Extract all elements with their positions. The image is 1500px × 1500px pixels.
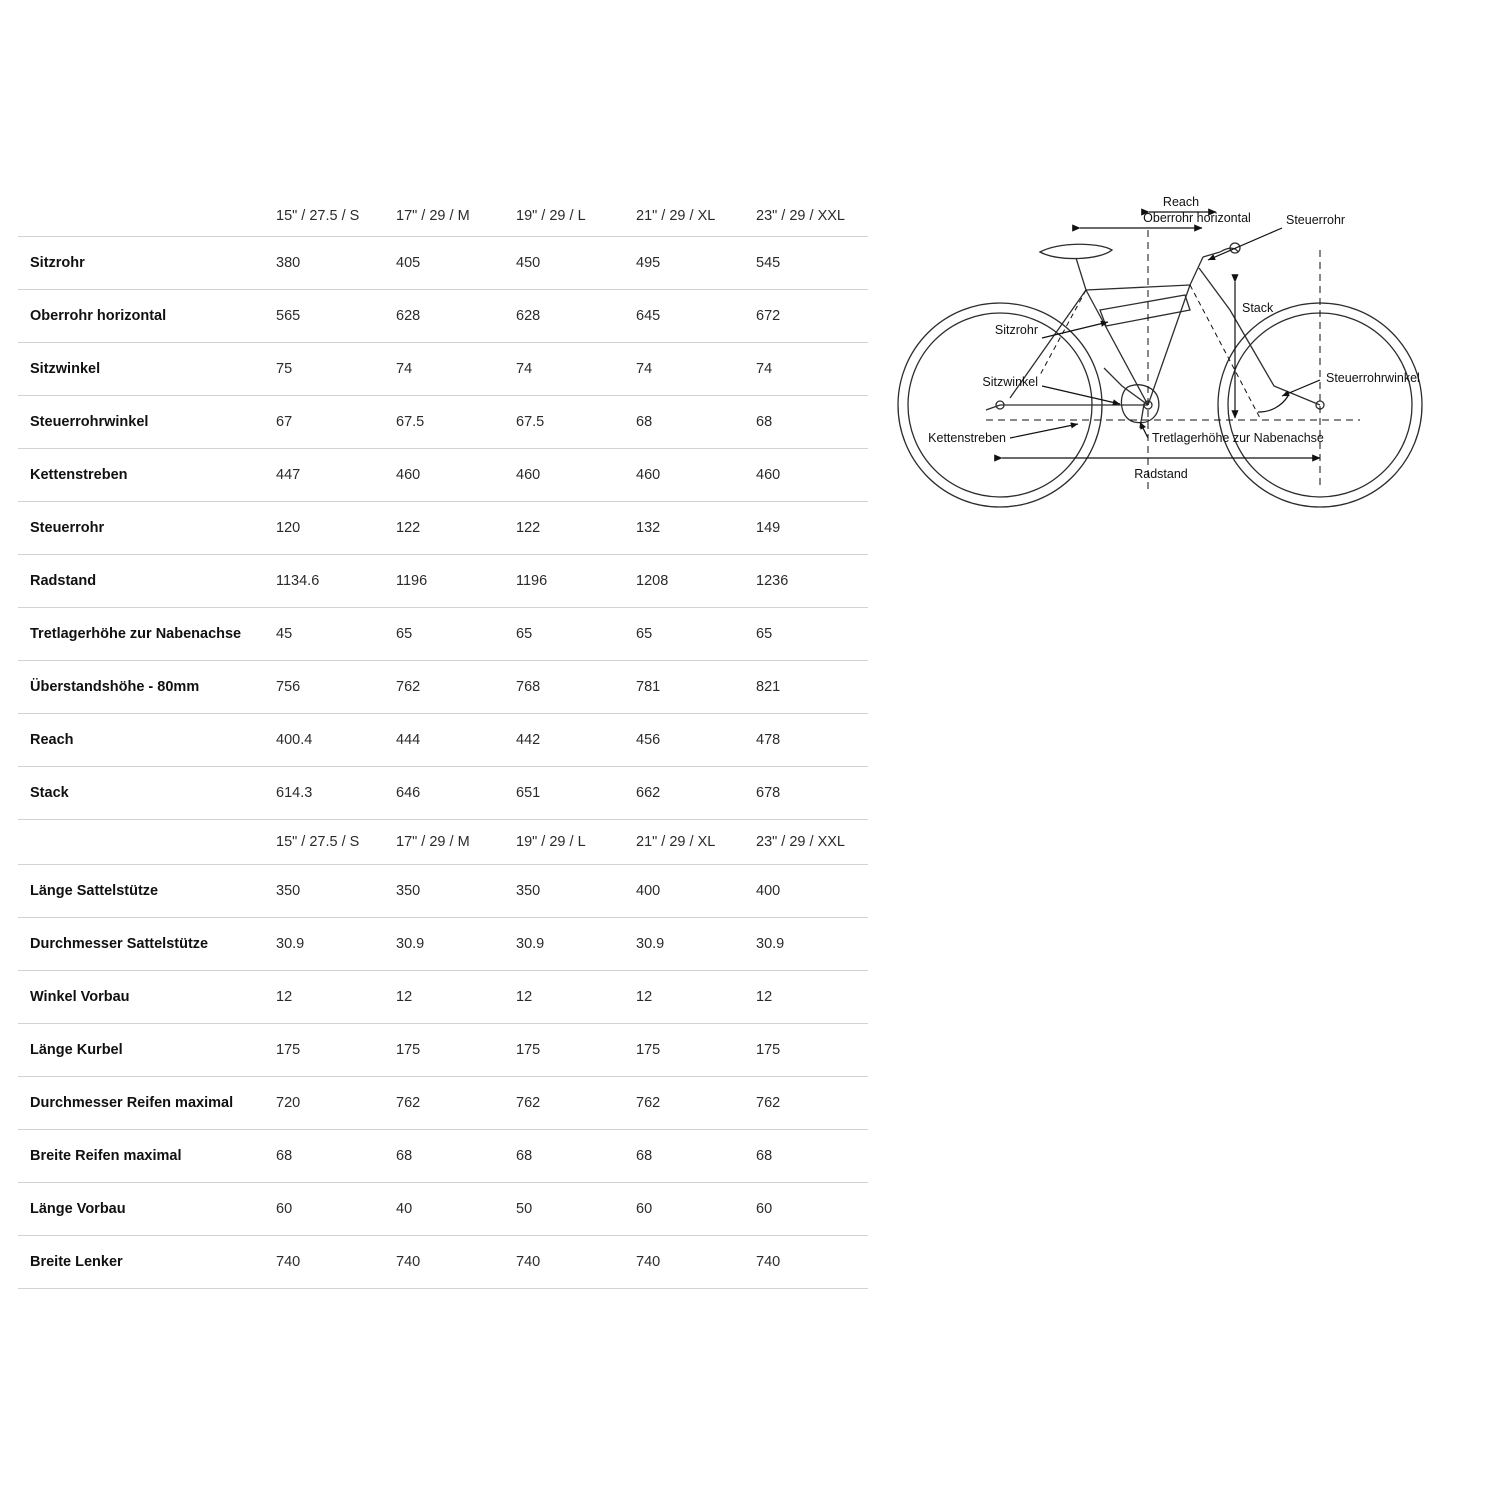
cell-value: 40 xyxy=(396,1201,413,1217)
cell-value: 740 xyxy=(516,1254,541,1270)
table-row xyxy=(18,1130,868,1183)
cell-value: 762 xyxy=(396,1095,421,1111)
cell-value: 67.5 xyxy=(516,414,545,430)
diagram-label-radstand: Radstand xyxy=(1134,467,1188,481)
row-label: Radstand xyxy=(30,573,97,589)
cell-value: 762 xyxy=(636,1095,661,1111)
cell-value: 460 xyxy=(636,467,661,483)
table-body xyxy=(18,237,868,1289)
row-label: Kettenstreben xyxy=(30,467,128,483)
cell-value: 175 xyxy=(756,1042,781,1058)
cell-value: 65 xyxy=(756,626,773,642)
cell-value: 67 xyxy=(276,414,293,430)
row-label: Länge Vorbau xyxy=(30,1201,126,1217)
cell-value: 821 xyxy=(756,679,781,695)
section-header-size-xxl: 23" / 29 / XXL xyxy=(756,834,845,850)
cell-value: 450 xyxy=(516,255,541,271)
table-row xyxy=(18,1236,868,1289)
row-label: Oberrohr horizontal xyxy=(30,308,167,324)
cell-value: 175 xyxy=(516,1042,541,1058)
cell-value: 400 xyxy=(636,883,661,899)
row-label: Durchmesser Reifen maximal xyxy=(30,1095,234,1111)
cell-value: 628 xyxy=(516,308,541,324)
row-label: Länge Sattelstütze xyxy=(30,883,159,899)
cell-value: 456 xyxy=(636,732,661,748)
cell-value: 120 xyxy=(276,520,301,536)
cell-value: 740 xyxy=(756,1254,781,1270)
cell-value: 67.5 xyxy=(396,414,425,430)
section-header-size-l: 19" / 29 / L xyxy=(516,834,586,850)
table-row xyxy=(18,1183,868,1236)
cell-value: 740 xyxy=(396,1254,421,1270)
cell-value: 74 xyxy=(636,361,653,377)
diagram-label-kettenstreben: Kettenstreben xyxy=(928,431,1006,445)
header-row xyxy=(18,196,868,237)
cell-value: 74 xyxy=(516,361,533,377)
cell-value: 762 xyxy=(756,1095,781,1111)
cell-value: 68 xyxy=(276,1148,293,1164)
cell-value: 175 xyxy=(636,1042,661,1058)
cell-value: 68 xyxy=(396,1148,413,1164)
table-row xyxy=(18,971,868,1024)
cell-value: 132 xyxy=(636,520,661,536)
geometry-table xyxy=(18,196,868,1289)
cell-value: 768 xyxy=(516,679,541,695)
cell-value: 30.9 xyxy=(276,936,305,952)
section-header-empty xyxy=(18,820,268,865)
cell-value: 60 xyxy=(276,1201,293,1217)
geometry-table-container xyxy=(18,196,868,1289)
cell-value: 1134.6 xyxy=(276,573,320,589)
diagram-label-tretlager: Tretlagerhöhe zur Nabenachse xyxy=(1152,431,1324,445)
cell-value: 30.9 xyxy=(636,936,665,952)
row-label: Tretlagerhöhe zur Nabenachse xyxy=(30,626,242,642)
cell-value: 740 xyxy=(636,1254,661,1270)
cell-value: 662 xyxy=(636,785,661,801)
cell-value: 781 xyxy=(636,679,661,695)
cell-value: 645 xyxy=(636,308,661,324)
cell-value: 60 xyxy=(636,1201,653,1217)
row-label: Länge Kurbel xyxy=(30,1042,123,1058)
table-row xyxy=(18,290,868,343)
diagram-label-reach: Reach xyxy=(1162,195,1200,209)
cell-value: 545 xyxy=(756,255,781,271)
cell-value: 405 xyxy=(396,255,421,271)
cell-value: 65 xyxy=(636,626,653,642)
table-row xyxy=(18,865,868,918)
cell-value: 68 xyxy=(636,1148,653,1164)
header-size-xl: 21" / 29 / XL xyxy=(636,208,716,224)
cell-value: 565 xyxy=(276,308,301,324)
cell-value: 444 xyxy=(396,732,421,748)
cell-value: 400.4 xyxy=(276,732,313,748)
cell-value: 478 xyxy=(756,732,781,748)
section-header-row xyxy=(18,820,868,865)
table-row xyxy=(18,396,868,449)
cell-value: 74 xyxy=(756,361,773,377)
cell-value: 75 xyxy=(276,361,293,377)
cell-value: 380 xyxy=(276,255,301,271)
cell-value: 45 xyxy=(276,626,293,642)
cell-value: 447 xyxy=(276,467,301,483)
cell-value: 672 xyxy=(756,308,781,324)
row-label: Stack xyxy=(30,785,69,801)
cell-value: 1196 xyxy=(516,573,548,589)
cell-value: 628 xyxy=(396,308,421,324)
cell-value: 12 xyxy=(276,989,293,1005)
cell-value: 756 xyxy=(276,679,301,695)
diagram-label-stack: Stack xyxy=(1242,301,1274,315)
cell-value: 460 xyxy=(756,467,781,483)
row-label: Sitzrohr xyxy=(30,255,85,271)
cell-value: 646 xyxy=(396,785,421,801)
cell-value: 651 xyxy=(516,785,541,801)
table-row xyxy=(18,449,868,502)
cell-value: 68 xyxy=(636,414,653,430)
table-row xyxy=(18,661,868,714)
cell-value: 720 xyxy=(276,1095,301,1111)
section-header-size-m: 17" / 29 / M xyxy=(396,834,470,850)
cell-value: 122 xyxy=(516,520,541,536)
table-row xyxy=(18,714,868,767)
cell-value: 740 xyxy=(276,1254,301,1270)
header-size-l: 19" / 29 / L xyxy=(516,208,586,224)
cell-value: 149 xyxy=(756,520,781,536)
header-empty xyxy=(18,196,268,237)
table-row xyxy=(18,237,868,290)
row-label: Breite Lenker xyxy=(30,1254,123,1270)
cell-value: 762 xyxy=(516,1095,541,1111)
bike-geometry-diagram xyxy=(890,190,1480,550)
cell-value: 30.9 xyxy=(756,936,785,952)
header-size-s: 15" / 27.5 / S xyxy=(276,208,360,224)
cell-value: 68 xyxy=(516,1148,533,1164)
cell-value: 1236 xyxy=(756,573,789,589)
diagram-label-steuerrohrwinkel: Steuerrohrwinkel xyxy=(1326,371,1420,385)
cell-value: 495 xyxy=(636,255,661,271)
table-row xyxy=(18,767,868,820)
diagram-label-sitzwinkel: Sitzwinkel xyxy=(982,375,1038,389)
cell-value: 12 xyxy=(636,989,653,1005)
cell-value: 12 xyxy=(396,989,413,1005)
cell-value: 350 xyxy=(396,883,421,899)
table-row xyxy=(18,608,868,661)
cell-value: 442 xyxy=(516,732,541,748)
table-row xyxy=(18,1024,868,1077)
table-header xyxy=(18,196,868,237)
table-row xyxy=(18,918,868,971)
cell-value: 68 xyxy=(756,1148,773,1164)
cell-value: 614.3 xyxy=(276,785,313,801)
cell-value: 1208 xyxy=(636,573,669,589)
cell-value: 460 xyxy=(396,467,421,483)
cell-value: 350 xyxy=(276,883,301,899)
cell-value: 68 xyxy=(756,414,773,430)
cell-value: 60 xyxy=(756,1201,773,1217)
cell-value: 74 xyxy=(396,361,413,377)
row-label: Steuerrohr xyxy=(30,520,105,536)
cell-value: 1196 xyxy=(396,573,428,589)
dimension-arrows xyxy=(1002,212,1320,458)
cell-value: 122 xyxy=(396,520,421,536)
row-label: Durchmesser Sattelstütze xyxy=(30,936,209,952)
cell-value: 350 xyxy=(516,883,541,899)
cell-value: 175 xyxy=(276,1042,301,1058)
diagram-label-steuerrohr: Steuerrohr xyxy=(1286,213,1346,227)
row-label: Sitzwinkel xyxy=(30,361,101,377)
header-size-m: 17" / 29 / M xyxy=(396,208,470,224)
cell-value: 30.9 xyxy=(516,936,545,952)
table-row xyxy=(18,343,868,396)
cell-value: 65 xyxy=(396,626,413,642)
cell-value: 460 xyxy=(516,467,541,483)
table-row xyxy=(18,1077,868,1130)
cell-value: 175 xyxy=(396,1042,421,1058)
header-size-xxl: 23" / 29 / XXL xyxy=(756,208,845,224)
table-row xyxy=(18,502,868,555)
cell-value: 400 xyxy=(756,883,781,899)
row-label: Reach xyxy=(30,732,74,748)
table-row xyxy=(18,555,868,608)
row-label: Überstandshöhe - 80mm xyxy=(30,679,200,695)
measurement-guides xyxy=(986,230,1360,490)
cell-value: 762 xyxy=(396,679,421,695)
cell-value: 50 xyxy=(516,1201,533,1217)
diagram-label-oberrohr: Oberrohr horizontal xyxy=(1143,211,1251,225)
section-header-size-xl: 21" / 29 / XL xyxy=(636,834,716,850)
cell-value: 12 xyxy=(516,989,533,1005)
row-label: Breite Reifen maximal xyxy=(30,1148,182,1164)
row-label: Winkel Vorbau xyxy=(30,989,130,1005)
diagram-label-sitzrohr: Sitzrohr xyxy=(994,323,1038,337)
cell-value: 678 xyxy=(756,785,781,801)
cell-value: 65 xyxy=(516,626,533,642)
row-label: Steuerrohrwinkel xyxy=(30,414,149,430)
cell-value: 12 xyxy=(756,989,773,1005)
section-header-size-s: 15" / 27.5 / S xyxy=(276,834,360,850)
cell-value: 30.9 xyxy=(396,936,425,952)
